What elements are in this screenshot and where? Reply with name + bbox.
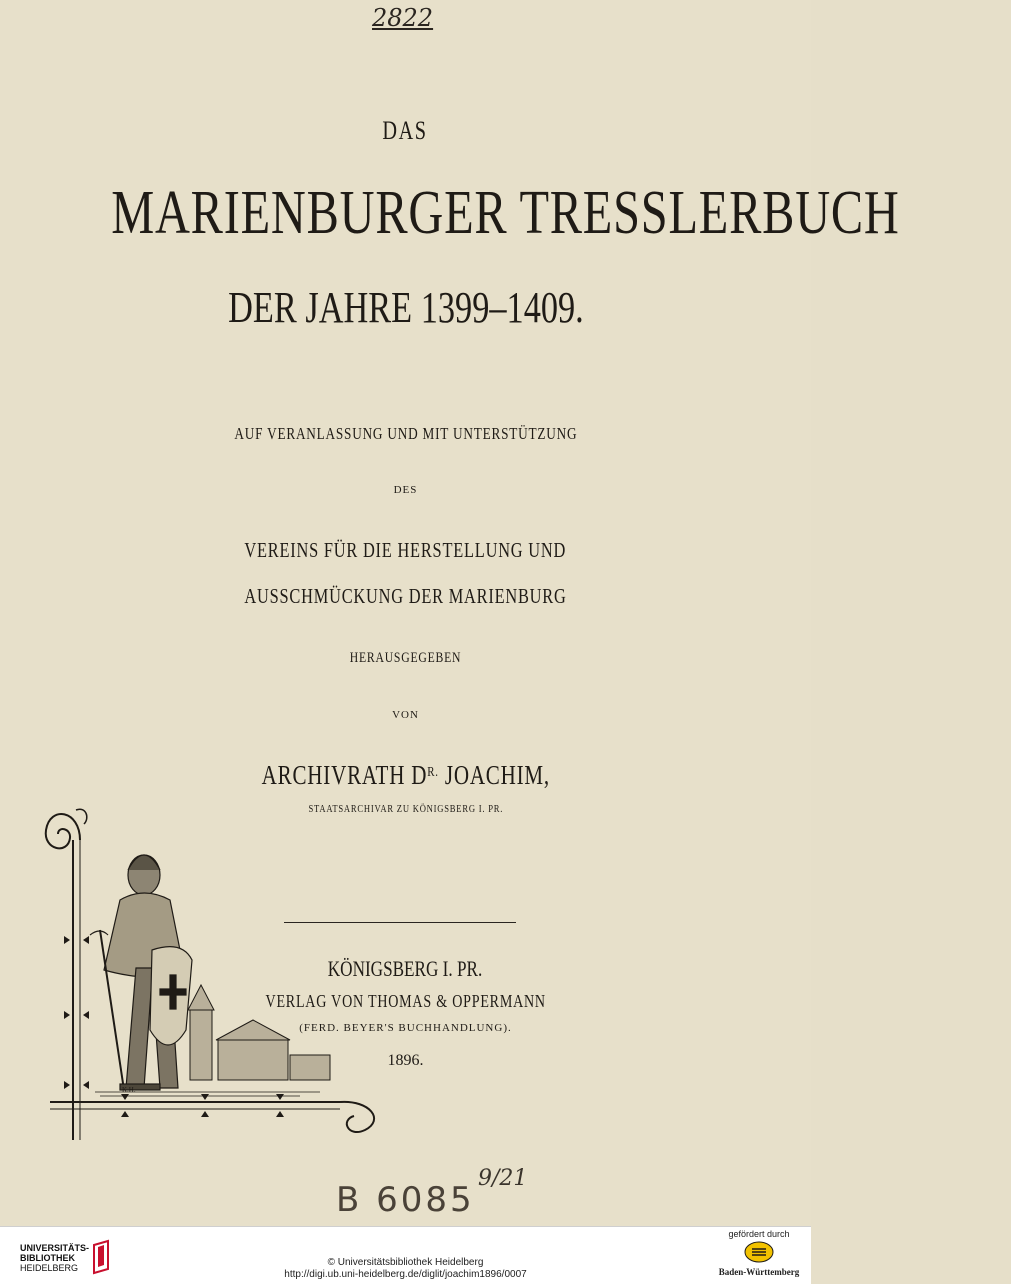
knight-vignette-illustration [40, 800, 400, 1150]
funder-block[interactable] [715, 1229, 803, 1277]
source-url[interactable]: http://digi.ub.uni-heidelberg.de/diglit/joachim1896/0007 [284, 1269, 527, 1280]
title-years: DER JAHRE 1399–1409. [227, 283, 584, 332]
publisher-place: KÖNIGSBERG I. PR. [328, 956, 483, 981]
svg-text:K.H.: K.H. [122, 1086, 136, 1094]
association-line-1: VEREINS FÜR DIE HERSTELLUNG UND [244, 538, 567, 562]
funder-name: Baden-Württemberg [718, 1267, 800, 1277]
main-title: MARIENBURGER TRESSLERBUCH [111, 179, 900, 247]
digitization-footer [0, 1226, 811, 1284]
commission-line: AUF VERANLASSUNG UND MIT UNTERSTÜTZUNG [234, 424, 577, 443]
handwritten-number: 2822 [372, 4, 434, 32]
ub-line-3: HEIDELBERG [20, 1263, 79, 1273]
edited-line: HERAUSGEGEBEN [349, 650, 462, 666]
copyright-text: © Universitätsbibliothek Heidelberg [327, 1257, 484, 1268]
ub-line-1: UNIVERSITÄTS- [20, 1243, 90, 1253]
von-line: VON [392, 709, 419, 721]
publisher-bookshop: (FERD. BEYER'S BUCHHANDLUNG). [299, 1022, 512, 1034]
association-line-2: AUSSCHMÜCKUNG DER MARIENBURG [244, 584, 567, 608]
title-das: DAS [382, 116, 429, 145]
shelf-mark: B 6085 [336, 1180, 475, 1220]
author-line: ARCHIVRATH $D^{R.}$ JOACHIM, [261, 760, 550, 790]
publisher-name: VERLAG VON THOMAS & OPPERMANN [265, 991, 546, 1011]
baden-wuerttemberg-emblem-icon [744, 1241, 774, 1263]
ub-line-2: BIBLIOTHEK [20, 1253, 75, 1263]
publication-year: 1896. [387, 1052, 424, 1069]
funded-by-label: gefördert durch [728, 1229, 790, 1239]
handwritten-fraction: 9/21 [478, 1166, 528, 1191]
des-line: DES [393, 484, 418, 496]
author-role: STAATSARCHIVAR ZU KÖNIGSBERG I. PR. [308, 803, 503, 815]
